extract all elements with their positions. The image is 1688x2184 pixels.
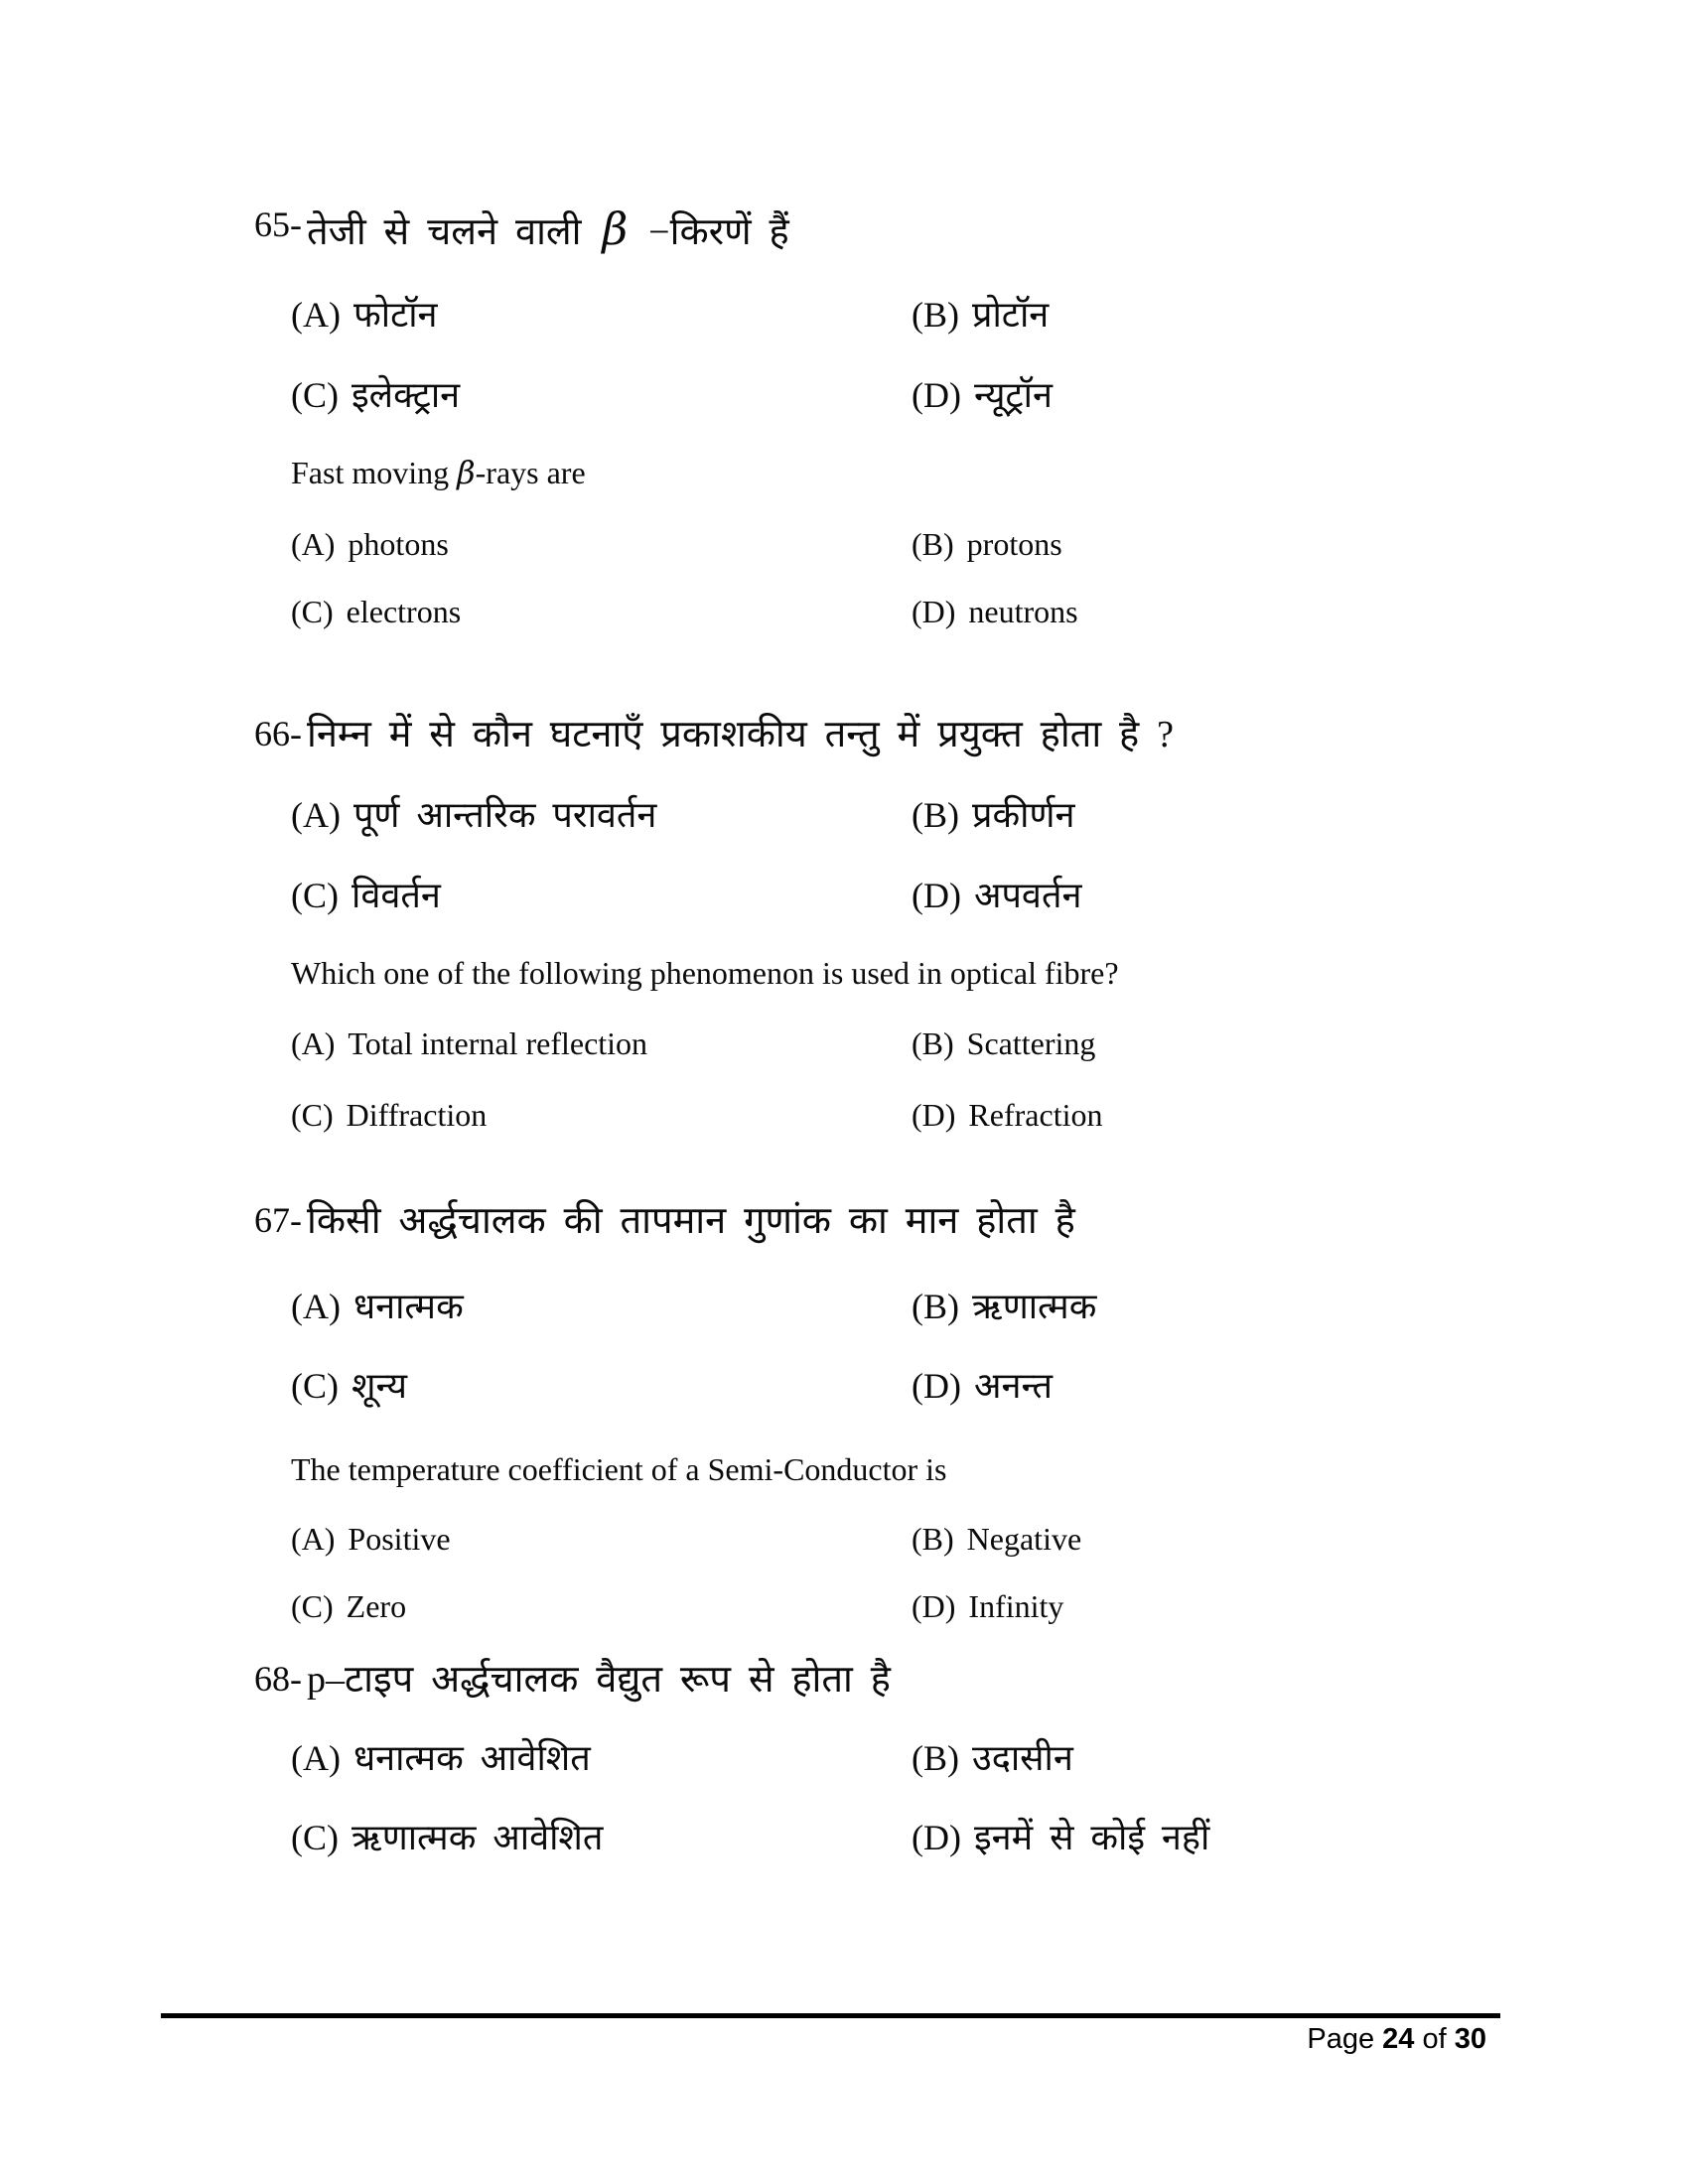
- option-label: (C): [291, 1366, 339, 1406]
- option-label: (C): [291, 594, 334, 629]
- question-hindi-pre: निम्न में से कौन घटनाएँ प्रकाशकीय तन्तु में प्रयुक्त होता है ?: [307, 714, 1174, 755]
- option-label: (A): [291, 1521, 336, 1557]
- option-text: विवर्तन: [352, 876, 441, 915]
- option-label: (A): [291, 295, 341, 335]
- option-label: (D): [912, 1818, 961, 1857]
- option-b: [912, 1521, 1081, 1559]
- question-hindi-post: −किरणें हैं: [631, 211, 789, 253]
- option-d: [912, 594, 1078, 631]
- question-number: 67-: [254, 1200, 302, 1240]
- option-label: (A): [291, 1287, 341, 1326]
- option-text: फोटॉन: [352, 295, 438, 335]
- option-b: [912, 794, 1074, 836]
- question-text-hindi: [307, 713, 1174, 757]
- option-a: [291, 294, 438, 336]
- option-text: अनन्त: [973, 1366, 1054, 1406]
- option-label: (C): [291, 1588, 334, 1624]
- option-a: [291, 794, 656, 836]
- option-c: [291, 1097, 487, 1135]
- option-a: [291, 1286, 464, 1327]
- option-c: [291, 1588, 406, 1626]
- option-label: (C): [291, 375, 339, 415]
- option-label: (D): [912, 1588, 956, 1624]
- option-text: Positive: [348, 1521, 451, 1557]
- option-c: [291, 875, 441, 916]
- option-label: (B): [912, 1025, 954, 1061]
- footer-of-word: of: [1422, 2023, 1447, 2055]
- option-label: (C): [291, 876, 339, 915]
- option-text: पूर्ण आन्तरिक परावर्तन: [352, 795, 657, 835]
- page-footer: [159, 2023, 1486, 2056]
- option-d: [912, 1097, 1102, 1135]
- option-b: [912, 1025, 1095, 1063]
- option-label: (D): [912, 1097, 956, 1133]
- option-text: Diffraction: [346, 1097, 488, 1133]
- option-text: इनमें से कोई नहीं: [973, 1818, 1210, 1857]
- option-text: अपवर्तन: [973, 876, 1082, 915]
- option-d: [912, 875, 1081, 916]
- option-d: [912, 374, 1053, 416]
- option-label: (B): [912, 795, 959, 835]
- option-a: [291, 526, 449, 564]
- footer-page-total: 30: [1454, 2023, 1486, 2055]
- option-b: [912, 1737, 1073, 1779]
- option-b: [912, 1286, 1096, 1327]
- question-english-post: -rays are: [475, 455, 586, 490]
- question-hindi-pre: तेजी से चलने वाली: [307, 211, 600, 253]
- option-text: न्यूट्रॉन: [973, 375, 1053, 415]
- option-text: photons: [348, 526, 449, 562]
- question-text-hindi: [307, 204, 789, 256]
- option-text: इलेक्ट्रान: [352, 375, 461, 415]
- option-text: electrons: [346, 594, 462, 629]
- option-label: (D): [912, 375, 961, 415]
- option-label: (A): [291, 1025, 336, 1061]
- option-label: (D): [912, 1366, 961, 1406]
- option-text: शून्य: [352, 1366, 407, 1406]
- option-text: Zero: [346, 1588, 407, 1624]
- option-label: (C): [291, 1818, 339, 1857]
- option-text: Negative: [966, 1521, 1082, 1557]
- option-d: [912, 1817, 1209, 1858]
- option-label: (A): [291, 795, 341, 835]
- option-text: neutrons: [968, 594, 1078, 629]
- option-label: (A): [291, 1738, 341, 1778]
- option-label: (B): [912, 1287, 959, 1326]
- option-text: protons: [966, 526, 1062, 562]
- option-a: [291, 1521, 451, 1559]
- option-text: Total internal reflection: [348, 1025, 648, 1061]
- option-text: Scattering: [966, 1025, 1096, 1061]
- question-text-hindi: किसी अर्द्धचालक की तापमान गुणांक का मान होता है: [307, 1200, 1075, 1242]
- option-label: (C): [291, 1097, 334, 1133]
- option-label: (D): [912, 876, 961, 915]
- question-number: 65-: [254, 205, 302, 244]
- option-b: [912, 526, 1062, 564]
- footer-page-word: Page: [1307, 2023, 1375, 2055]
- option-c: [291, 1817, 603, 1858]
- option-text: प्रोटॉन: [972, 295, 1050, 335]
- option-a: [291, 1737, 591, 1779]
- option-text: उदासीन: [972, 1738, 1073, 1778]
- option-text: Refraction: [968, 1097, 1103, 1133]
- option-label: (B): [912, 526, 954, 562]
- option-text: धनात्मक: [352, 1287, 464, 1326]
- option-text: Infinity: [968, 1588, 1064, 1624]
- beta-symbol: β: [602, 203, 629, 255]
- option-label: (B): [912, 1521, 954, 1557]
- option-b: [912, 294, 1049, 336]
- question-text-english: Which one of the following phenomenon is used in optical fibre?: [291, 955, 1119, 991]
- question-number: 68-: [254, 1659, 302, 1699]
- option-d: [912, 1365, 1053, 1407]
- beta-symbol: β: [457, 454, 476, 491]
- question-english-pre: Fast moving: [291, 455, 458, 490]
- option-c: [291, 1365, 407, 1407]
- option-text: ऋणात्मक: [972, 1287, 1097, 1326]
- option-c: [291, 594, 461, 631]
- footer-page-current: 24: [1382, 2023, 1415, 2055]
- question-text-english: The temperature coefficient of a Semi-Conductor is: [291, 1451, 947, 1487]
- question-number: 66-: [254, 714, 302, 753]
- option-label: (B): [912, 1738, 959, 1778]
- option-a: [291, 1025, 647, 1063]
- question-text-hindi: p–टाइप अर्द्धचालक वैद्युत रूप से होता है: [307, 1659, 891, 1701]
- footer-divider-line: [161, 2013, 1500, 2018]
- option-label: (A): [291, 526, 336, 562]
- option-c: [291, 374, 460, 416]
- question-text-english: [291, 455, 586, 492]
- option-label: (D): [912, 594, 956, 629]
- option-label: (B): [912, 295, 959, 335]
- option-text: प्रकीर्णन: [972, 795, 1075, 835]
- option-text: धनात्मक आवेशित: [352, 1738, 591, 1778]
- option-text: ऋणात्मक आवेशित: [352, 1818, 604, 1857]
- option-d: [912, 1588, 1063, 1626]
